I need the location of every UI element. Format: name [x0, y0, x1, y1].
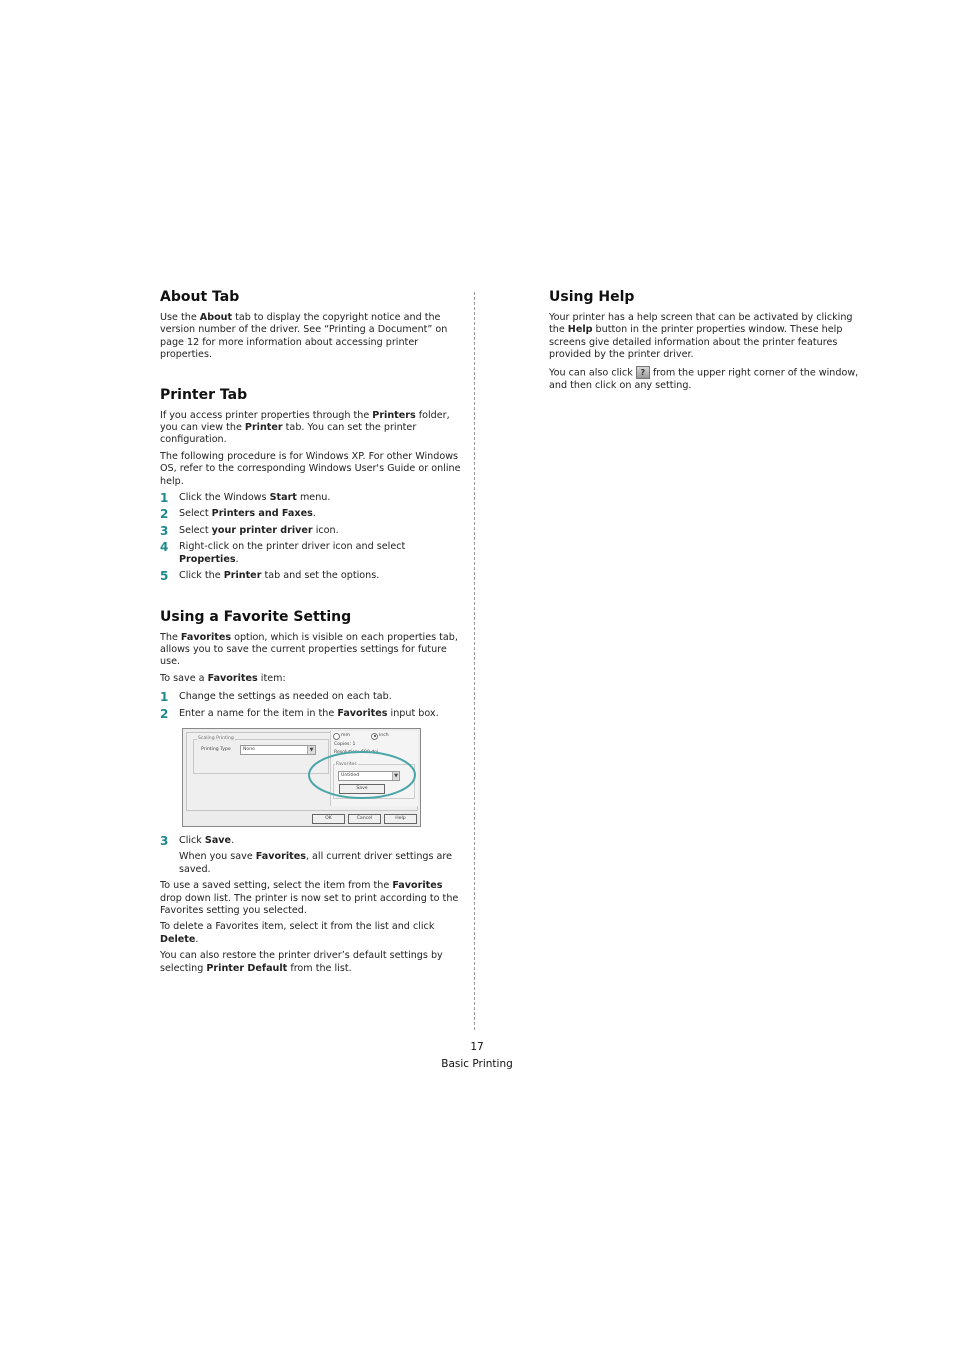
favorite-paragraph-5: You can also restore the printer driver’s default settings by selecting Printer Default from the list. [160, 950, 443, 974]
printer-tab-paragraph-1: If you access printer properties through the Printers folder, you can view the Printer tab. You can set the printer configuration. [160, 409, 450, 446]
favorite-step-3-note: When you save Favorites, all current driver settings are saved. [179, 851, 453, 875]
favorite-paragraph-2: To save a Favorites item: [160, 672, 286, 684]
favorite-paragraph-1: The Favorites option, which is visible on each properties tab, allows you to save the current properties settings for future use. [160, 631, 458, 668]
using-help-heading: Using Help [549, 289, 635, 305]
step-number: 2 [160, 706, 169, 721]
help-button[interactable]: Help [384, 814, 417, 824]
printer-step-1: 1 Click the Windows Start menu. [160, 491, 331, 506]
step-number: 1 [160, 690, 169, 705]
favorite-step-3: 3 Click Save. [160, 833, 235, 848]
printing-type-label: Printing Type [201, 746, 231, 752]
inch-label: inch [379, 732, 389, 738]
printer-tab-heading: Printer Tab [160, 386, 248, 403]
copies-text: Copies: 1 [334, 741, 356, 747]
using-help-paragraph-1: Your printer has a help screen that can be activated by clicking the Help button in the printer properties window. These help screens give detailed information about the printer features provided by the printer driver. [549, 312, 853, 361]
using-help-paragraph-2: You can also click ? from the upper right corner of the window, and then click on any setting. [549, 367, 859, 391]
scaling-group-label: Scaling Printing [198, 735, 234, 741]
step-number: 2 [160, 507, 169, 522]
printer-step-4: 4 Right-click on the printer driver icon and select Properties. [160, 540, 406, 565]
cancel-button[interactable]: Cancel [348, 814, 381, 824]
question-help-icon: ? [636, 366, 650, 379]
step-number: 3 [160, 523, 169, 538]
highlight-ellipse [183, 729, 420, 826]
favorites-input[interactable]: Untitled ▼ [338, 771, 400, 781]
favorite-step-2: 2 Enter a name for the item in the Favorites input box. [160, 706, 439, 721]
favorite-paragraph-4: To delete a Favorites item, select it from the list and click Delete. [160, 921, 435, 945]
step-number: 1 [160, 491, 169, 506]
favorites-label: Favorites [336, 761, 357, 767]
chevron-down-icon: ▼ [307, 746, 315, 754]
step-number: 3 [160, 833, 169, 848]
favorites-dialog-screenshot [182, 728, 421, 827]
chevron-down-icon: ▼ [392, 772, 399, 780]
printer-step-5: 5 Click the Printer tab and set the options. [160, 569, 380, 584]
resolution-text: Resolution: 600 dpi [334, 749, 379, 755]
printing-type-select[interactable]: None ▼ [240, 745, 316, 755]
printer-step-3: 3 Select your printer driver icon. [160, 523, 339, 538]
column-divider [474, 292, 475, 1030]
step-number: 5 [160, 569, 169, 584]
left-column [160, 288, 465, 979]
printer-tab-paragraph-2: The following procedure is for Windows XP. For other Windows OS, refer to the corresponding Windows User's Guide or online help. [160, 450, 461, 487]
mm-label: mm [341, 732, 350, 738]
footer-section-title: Basic Printing [441, 1058, 513, 1070]
about-tab-heading: About Tab [160, 289, 240, 305]
favorite-step-1: 1 Change the settings as needed on each tab. [160, 690, 392, 705]
save-button[interactable]: Save [339, 784, 385, 794]
favorite-setting-heading: Using a Favorite Setting [160, 608, 352, 625]
right-column [549, 288, 859, 396]
ok-button[interactable]: OK [312, 814, 345, 824]
page-number: 17 [470, 1041, 484, 1053]
about-tab-paragraph: Use the About tab to display the copyright notice and the version number of the driver. See “Printing a Document” on page 12 for more information about accessing printer properties. [160, 312, 448, 361]
favorite-paragraph-3: To use a saved setting, select the item from the Favorites drop down list. The printer is now set to print according to the Favorites setting you selected. [160, 880, 459, 916]
printer-step-2: 2 Select Printers and Faxes. [160, 507, 316, 522]
step-number: 4 [160, 540, 169, 555]
